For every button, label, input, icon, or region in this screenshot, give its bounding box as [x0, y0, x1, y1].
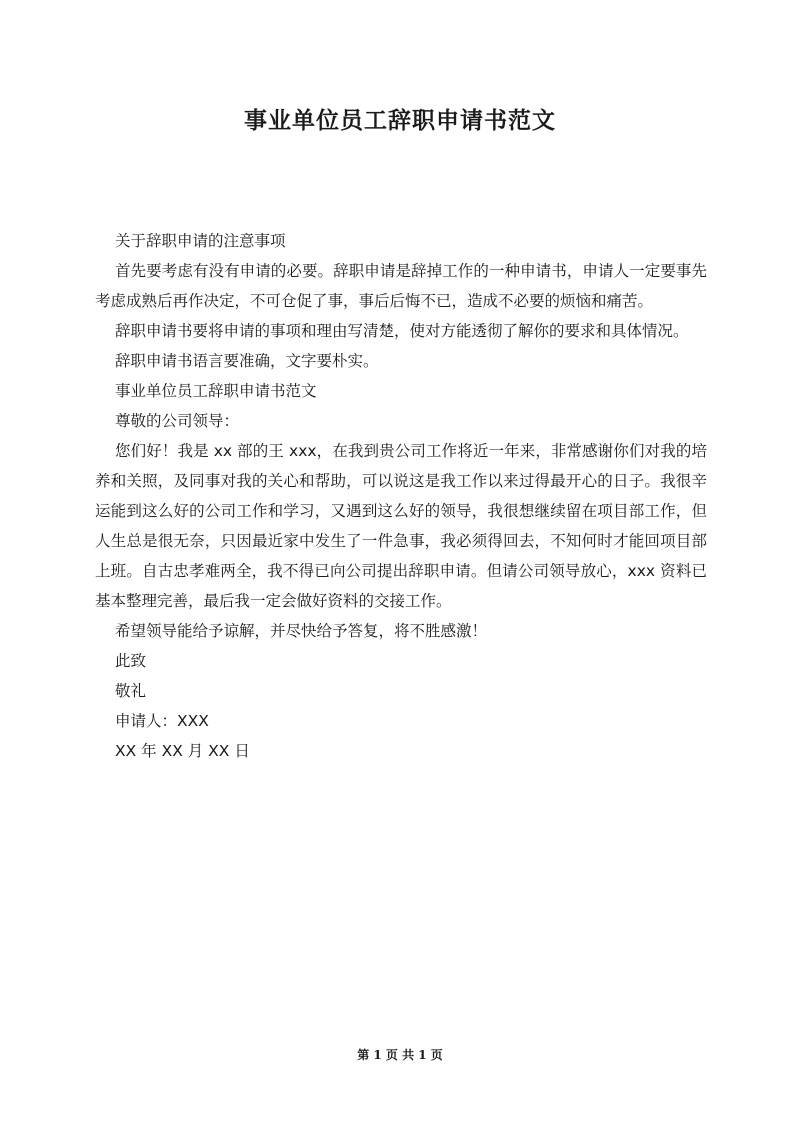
paragraph-jingli: 敬礼 [115, 682, 147, 700]
paragraph-applicant: 申请人：XXX [115, 712, 209, 730]
paragraph-consider-necessity: 首先要考虑有没有申请的必要。辞职申请是辞掉工作的一种申请书，申请人一定要事先考虑成熟后再作决定，不可仓促了事，事后后悔不已，造成不必要的烦恼和痛苦。 [95, 262, 707, 310]
paragraph-closing-hope: 希望领导能给予谅解，并尽快给予答复，将不胜感激！ [115, 622, 488, 640]
page-footer: 第 1 页 共 1 页 [357, 1048, 443, 1062]
paragraph-language-style: 辞职申请书语言要准确，文字要朴实。 [115, 352, 379, 370]
paragraph-sample-heading: 事业单位员工辞职申请书范文 [115, 382, 317, 400]
document-title: 事业单位员工辞职申请书范文 [244, 108, 556, 134]
paragraph-date: XX 年 XX 月 XX 日 [115, 742, 250, 760]
document-body [95, 226, 707, 766]
paragraph-state-reasons: 辞职申请书要将申请的事项和理由写清楚，使对方能透彻了解你的要求和具体情况。 [115, 322, 689, 340]
paragraph-salutation: 尊敬的公司领导： [115, 412, 240, 430]
paragraph-cizhi: 此致 [115, 652, 147, 670]
paragraph-main-body: 您们好！我是 xx 部的王 xxx，在我到贵公司工作将近一年来，非常感谢你们对我的培养和关照，及同事对我的关心和帮助，可以说这是我工作以来过得最开心的日子。我很辛运能到这么好的公司工作和学习，又遇到这么好的领导，我很想继续留在项目部工作，但人生总是很无奈，只因最近家中发生了一件急事，我必须得回去，不知何时才能回项目部上班。自古忠孝难两全，我不得已向公司提出辞职申请。但请公司领导放心，xxx 资料已基本整理完善，最后我一定会做好资料的交接工作。 [95, 442, 707, 610]
paragraph-notice-heading: 关于辞职申请的注意事项 [115, 232, 286, 250]
